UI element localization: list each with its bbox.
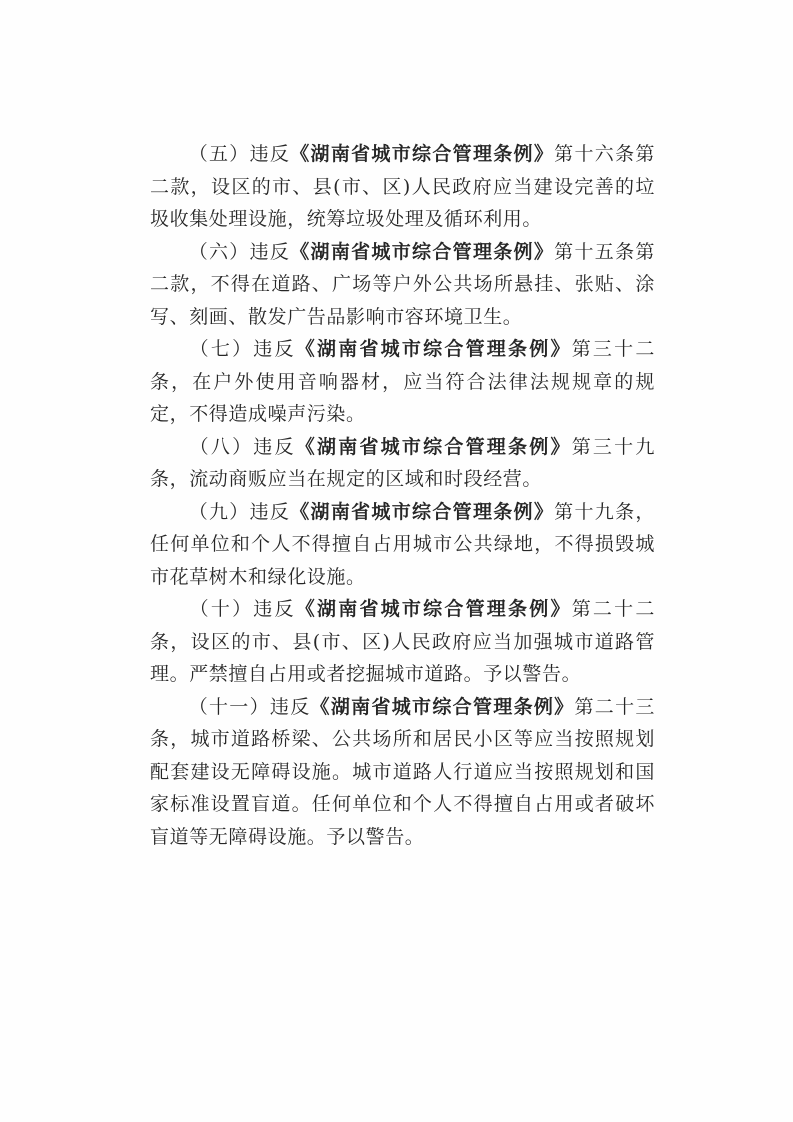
- clause-item-10: [150, 593, 655, 691]
- clause-item-9: [150, 496, 655, 594]
- clause-item-11: [150, 691, 655, 854]
- clause-body: 第二十二条，设区的市、县(市、区)人民政府应当加强城市道路管理。严禁擅自占用或者挖掘城市道路。予以警告。: [150, 598, 655, 685]
- regulation-title: 《湖南省城市综合管理条例》: [310, 695, 575, 718]
- clause-body: 第十五条第二款，不得在道路、广场等户外公共场所悬挂、张贴、涂写、刻画、散发广告品影响市容环境卫生。: [150, 240, 655, 328]
- clause-item-6: [150, 236, 655, 334]
- clause-lead: （九）违反: [188, 500, 291, 523]
- clause-item-8: [150, 431, 655, 496]
- clause-lead: （七）违反: [188, 338, 296, 360]
- regulation-title: 《湖南省城市综合管理条例》: [295, 598, 572, 620]
- regulation-title: 《湖南省城市综合管理条例》: [290, 143, 555, 165]
- clause-lead: （八）违反: [188, 435, 296, 458]
- clause-lead: （十一）违反: [188, 695, 311, 718]
- regulation-title: 《湖南省城市综合管理条例》: [290, 240, 555, 263]
- clause-body: 第十九条，任何单位和个人不得擅自占用城市公共绿地，不得损毁城市花草树木和绿化设施。: [150, 500, 655, 588]
- document-body: [150, 138, 655, 853]
- clause-lead: （十）违反: [188, 598, 296, 620]
- regulation-title: 《湖南省城市综合管理条例》: [295, 338, 572, 360]
- clause-body: 第三十二条，在户外使用音响器材，应当符合法律法规规章的规定，不得造成噪声污染。: [150, 338, 655, 425]
- clause-body: 第十六条第二款，设区的市、县(市、区)人民政府应当建设完善的垃圾收集处理设施，统筹垃圾处理及循环利用。: [150, 143, 655, 230]
- clause-item-7: [150, 333, 655, 431]
- clause-body: 第三十九条，流动商贩应当在规定的区域和时段经营。: [150, 435, 655, 490]
- clause-lead: （六）违反: [188, 240, 291, 263]
- clause-body: 第二十三条，城市道路桥梁、公共场所和居民小区等应当按照规划配套建设无障碍设施。城市道路人行道应当按照规划和国家标准设置盲道。任何单位和个人不得擅自占用或者破坏盲道等无障碍设施。予以警告。: [150, 695, 655, 848]
- clause-item-5: [150, 138, 655, 236]
- regulation-title: 《湖南省城市综合管理条例》: [295, 435, 572, 458]
- regulation-title: 《湖南省城市综合管理条例》: [290, 500, 555, 523]
- clause-lead: （五）违反: [188, 143, 291, 165]
